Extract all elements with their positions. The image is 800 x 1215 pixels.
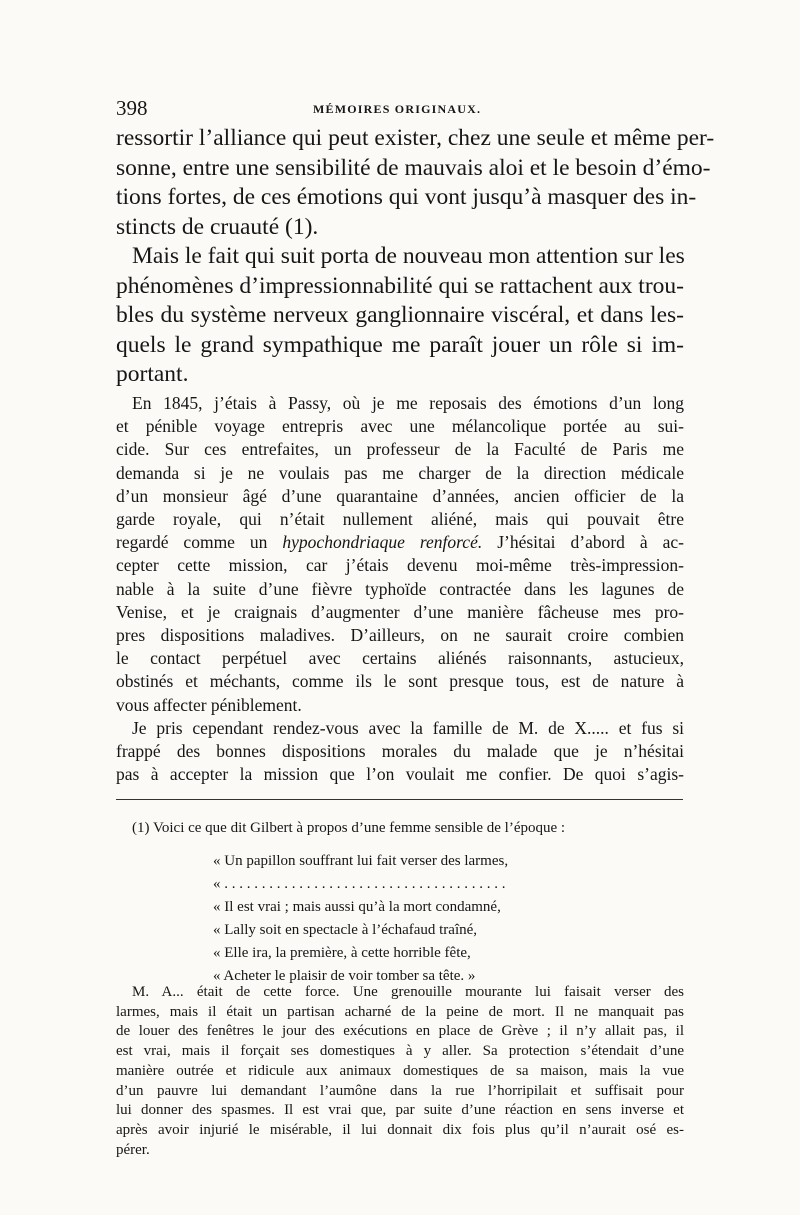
text-line: demanda si je ne voulais pas me charger de la direction médicale [116,462,684,483]
text-line: phénomènes d’impressionnabilité qui se rattachent aux trou- [116,272,684,299]
text-line: pas à accepter la mission que l’on voulait me confier. De quoi s’agis- [116,764,684,785]
text-line: cide. Sur ces entrefaites, un professeur de la Faculté de Paris me [116,439,684,460]
paragraph-1 [116,124,715,242]
text-line: En 1845, j’étais à Passy, où je me reposais des émotions d’un long [132,393,684,413]
verse-line: « Lally soit en spectacle à l’échafaud traîné, [213,922,478,938]
text-line [116,531,684,554]
text-line: obstinés et méchants, comme ils le sont presque tous, est de nature à [116,671,684,692]
text-line: pérer. [116,1141,150,1158]
text-line: manière outrée et ridicule aux animaux domestiques de sa maison, mais la vue [116,1062,684,1079]
text-line: sonne, entre une sensibilité de mauvais aloi et le besoin d’émo- [116,154,711,181]
text-line: portant. [116,361,189,387]
page-number: 398 [116,96,148,120]
text-line: cepter cette mission, car j’étais devenu moi-même très-impression- [116,555,684,576]
verse-line: « . . . . . . . . . . . . . . . . . . . . . . . . . . . . . . . . . . . . . . [213,876,506,892]
text-line: M. A... était de cette force. Une grenouille mourante lui faisait verser des [132,984,684,1000]
text-line: Je pris cependant rendez-vous avec la famille de M. de X..... et fus si [132,717,684,738]
footnote-separator [116,799,683,800]
footnote-verses [213,850,508,988]
text-line: larmes, mais il était un partisan acharné de la peine de mort. Il ne manquait pas [116,1003,684,1020]
text-line: tions fortes, de ces émotions qui vont jusqu’à masquer des in- [116,184,697,210]
running-title: MÉMOIRES ORIGINAUX. [313,102,482,116]
paragraph-4 [116,717,684,787]
text-line: d’un monsieur âgé d’une quarantaine d’années, ancien officier de la [116,485,684,506]
text-line: vous affecter péniblement. [116,694,302,715]
large-text-block [116,124,715,390]
text-run: J’hésitai d’abord à ac- [482,532,684,553]
paragraph-3 [116,392,684,717]
text-line: est vrai, mais il forçait ses domestiques à y aller. Sa protection s’étendait d’une [116,1043,684,1060]
page-header [116,96,684,122]
verse-line: « Il est vrai ; mais aussi qu’à la mort condamné, [213,899,501,915]
text-line: bles du système nerveux ganglionnaire viscéral, et dans les- [116,302,684,328]
text-line: d’un pauvre lui demandant l’aumône dans la rue l’horripilait et suffisait pour [116,1082,684,1099]
italic-term: hypochondriaque renforcé. [282,532,483,553]
text-line: nable à la suite d’une fièvre typhoïde contractée dans les lagunes de [116,578,684,599]
text-line: quels le grand sympathique me paraît jouer un rôle si im- [116,331,684,358]
text-line: pres dispositions maladives. D’ailleurs, on ne saurait croire combien [116,625,684,646]
verse-line: « Un papillon souffrant lui fait verser des larmes, [213,853,509,869]
text-line: après avoir injurié le misérable, il lui donnait dix fois plus qu’il n’aurait osé es- [116,1121,684,1138]
footnote [116,819,684,839]
text-run: regardé comme un [116,532,283,553]
verse-line: « Elle ira, la première, à cette horrible fête, [213,945,471,961]
text-line: garde royale, qui n’était nullement aliéné, mais qui pouvait être [116,509,684,530]
text-line: Mais le fait qui suit porta de nouveau mon attention sur les [132,243,685,269]
text-line: frappé des bonnes dispositions morales du malade que je n’hésitai [116,741,684,762]
medium-text-block [116,392,684,786]
footnote-intro: (1) Voici ce que dit Gilbert à propos d’une femme sensible de l’époque : [132,820,566,836]
text-line: lui donner des spasmes. Il est vrai que, par suite d’une réaction en sens inverse et [116,1102,684,1119]
text-line: le contact perpétuel avec certains aliénés raisonnants, astucieux, [116,648,684,669]
text-line: et pénible voyage entrepris avec une mélancolique portée au sui- [116,416,684,437]
text-line: Venise, et je craignais d’augmenter d’une manière fâcheuse mes pro- [116,601,684,622]
text-line: de louer des fenêtres le jour des exécutions en place de Grève ; il n’y allait pas, il [116,1023,684,1040]
paragraph-2 [116,242,684,390]
verse-line: « Acheter le plaisir de voir tomber sa tête. » [213,968,476,984]
text-line: stincts de cruauté (1). [116,213,319,240]
text-line: ressortir l’alliance qui peut exister, chez une seule et même per- [116,125,715,151]
footnote-body [116,983,684,1160]
